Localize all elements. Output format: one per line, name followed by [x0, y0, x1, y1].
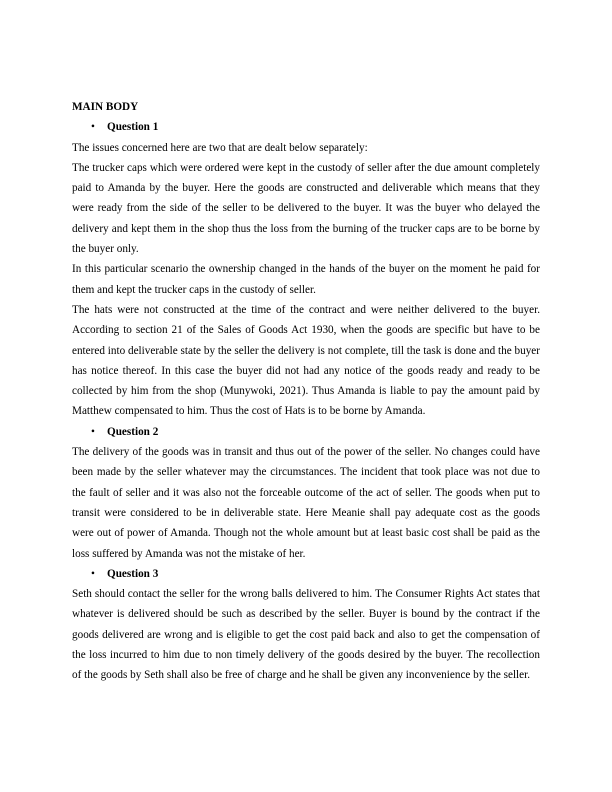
question-2-heading [72, 422, 540, 442]
question-3-paragraph: Seth should contact the seller for the wrong balls delivered to him. The Consumer Rights Act states that whatever is delivered should be such as described by the seller. Buyer is bound by the contract if the goods delivered are wrong and is eligible to get the cost paid back and also to get the compensation of the loss incurred to him due to non timely delivery of the goods desired by the buyer. The recollection of the goods by Seth shall also be free of charge and he shall be given any inconvenience by the seller. [72, 588, 540, 682]
question-1-label: Question 1 [107, 121, 159, 134]
question-3-label: Question 3 [107, 567, 159, 580]
question-1-paragraph-trucker-caps: The trucker caps which were ordered were kept in the custody of seller after the due amount completely paid to Amanda by the buyer. Here the goods are constructed and deliverable which means that they were ready from the side of the seller to be delivered to the buyer. It was the buyer who delayed the delivery and kept them in the shop thus the loss from the burning of the trucker caps are to be borne by the buyer only. [72, 161, 540, 256]
bullet-icon: • [91, 121, 95, 134]
question-1-paragraph-intro: The issues concerned here are two that are dealt below separately: [72, 141, 368, 154]
document-page [72, 97, 540, 686]
main-body-heading: MAIN BODY [72, 101, 139, 113]
bullet-icon: • [91, 567, 95, 580]
question-2-label: Question 2 [107, 425, 159, 438]
question-1-paragraph-hats: The hats were not constructed at the time of the contract and were neither delivered to the buyer. According to section 21 of the Sales of Goods Act 1930, when the goods are specific but have to be entered into deliverable state by the seller the delivery is not complete, till the task is done and the buyer has notice thereof. In this case the buyer did not had any notice of the goods ready and ready to be collected by him from the shop (Munywoki, 2021). Thus Amanda is liable to pay the amount paid by Matthew compensated to him. Thus the cost of Hats is to be borne by Amanda. [72, 303, 540, 418]
question-3-heading [72, 564, 540, 584]
question-1-paragraph-ownership: In this particular scenario the ownership changed in the hands of the buyer on the moment he paid for them and kept the trucker caps in the custody of seller. [72, 263, 540, 296]
question-2-paragraph: The delivery of the goods was in transit and thus out of the power of the seller. No changes could have been made by the seller whatever may the circumstances. The incident that took place was not due to the fault of seller and it was also not the forceable outcome of the act of seller. The goods when put to transit were considered to be in deliverable state. Here Meanie shall pay adequate cost as the goods were out of power of Amanda. Though not the whole amount but at least basic cost shall be paid as the loss suffered by Amanda was not the mistake of her. [72, 446, 540, 560]
bullet-icon: • [91, 425, 95, 438]
question-1-heading [72, 117, 540, 137]
